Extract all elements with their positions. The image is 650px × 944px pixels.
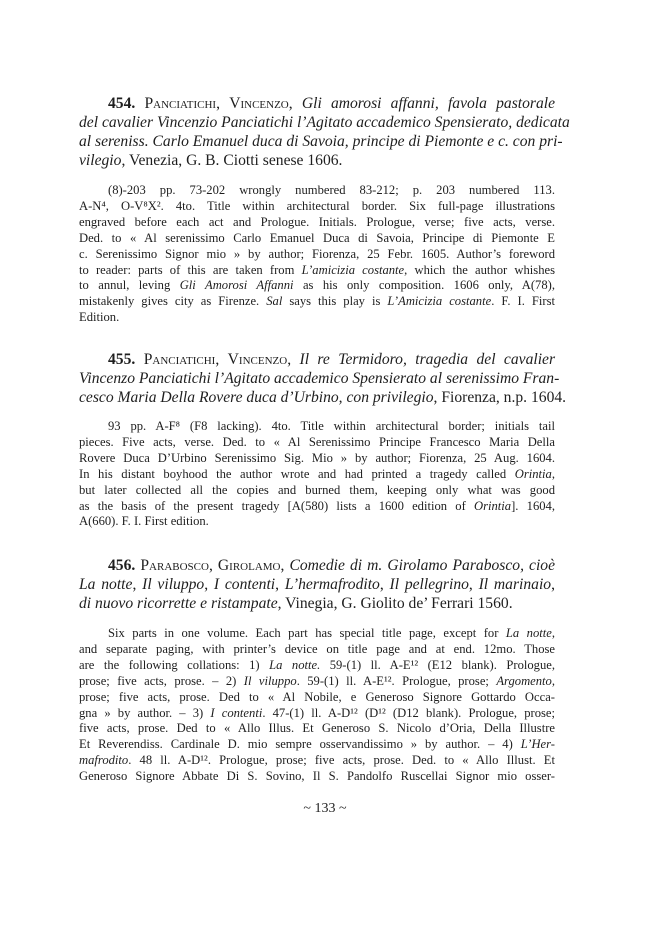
entry-456-heading [79, 556, 555, 613]
text-segment: , [215, 351, 228, 368]
text-segment: . F. I. First [491, 294, 555, 309]
text-segment: , [287, 351, 300, 368]
text-segment: , [132, 576, 143, 593]
text-segment: says this play is [282, 294, 388, 309]
text-segment: ]. 1604, [511, 498, 555, 513]
text-segment: pieces. Five acts, verse. Ded. to « Al Serenissimo Principe Francesco Maria Della [79, 434, 555, 449]
heading-line [79, 350, 555, 369]
text-line [79, 435, 555, 451]
text-segment: , [551, 626, 555, 640]
italic-text: L’amicizia costante [301, 262, 405, 277]
italic-text: L’Amicizia costante [387, 294, 492, 309]
text-segment: c. Serenissimo Signor mio » by author; Fiorenza, 25 Febr. 1605. Author’s foreword [79, 246, 555, 261]
text-segment: . 48 ll. A-D¹². Prologue, prose; five acts, prose. Ded. to « Allo Illust. Et [128, 753, 555, 768]
italic-text: al sereniss. Carlo Emanuel duca di Savoia, principe di Piemonte e c. con pri- [79, 133, 563, 150]
text-segment: , [208, 557, 218, 574]
italic-text: Vincenzo Panciatichi l’Agitato accademico Spensierato al serenissimo Fran- [79, 370, 560, 387]
text-line [79, 514, 555, 530]
text-segment: Six parts in one volume. Each part has special title page, except for [108, 626, 506, 640]
text-segment: Rovere Duca D’Urbino Serenissimo Sig. Mio » by author; Fiorenza, 25 Aug. 1604. [79, 450, 555, 465]
text-segment: prose; five acts, prose. – 2) [79, 673, 244, 688]
text-segment: , [204, 576, 214, 593]
text-segment: , [551, 466, 555, 481]
page-number: ~ 133 ~ [303, 801, 347, 816]
text-segment: to annul, leving [79, 278, 180, 293]
text-segment: A(660). F. I. First edition. [79, 514, 209, 529]
entry-number: 454. [108, 95, 136, 112]
text-line [79, 737, 555, 753]
italic-text: Comedie di m. Girolamo Parabosco, cioè [289, 557, 556, 574]
text-line [79, 215, 555, 231]
text-segment [135, 351, 143, 368]
italic-text: La notte [79, 576, 133, 593]
text-line [79, 674, 555, 690]
italic-text: I contenti [213, 576, 276, 593]
text-line [79, 231, 555, 247]
entry-456-description [79, 626, 555, 785]
italic-text: Orintia [514, 466, 552, 481]
text-line [79, 769, 555, 785]
text-segment: prose; five acts, prose. Ded to « Al Nobile, e Generoso Signore Gottardo Occa- [79, 689, 555, 704]
entry-454-description [79, 183, 555, 326]
text-line [79, 721, 555, 737]
text-segment: Et Reverendiss. Cardinale D. mio sempre osservandissimo » by author. – 4) [79, 737, 521, 752]
italic-text: di nuovo ricorrette e ristampate [79, 595, 278, 612]
text-segment: Edition. [79, 310, 120, 325]
italic-text: Il viluppo [243, 673, 297, 688]
text-segment: and separate paging, with printer’s device on title page and at end. 12mo. Those [79, 641, 555, 656]
text-segment: . 59-(1) ll. A-E¹². Prologue, prose; [296, 673, 497, 688]
italic-text: del cavalier Vincenzio Panciatichi l’Agitato accademico Spensierato, dedicata [79, 114, 570, 131]
italic-text: L’Her- [520, 737, 555, 752]
entry-number: 455. [108, 351, 136, 368]
author-name: Panciatichi [144, 95, 217, 112]
heading-line [79, 113, 570, 132]
author-name: Vincenzo [229, 95, 289, 112]
italic-text: Il pellegrino [389, 576, 469, 593]
heading-line [79, 575, 555, 594]
italic-text: Gli amorosi affanni, favola pastorale [301, 95, 556, 112]
text-segment: gna » by author. – 3) [79, 705, 211, 720]
italic-text: Il re Termidoro, tragedia del cavalier [299, 351, 556, 368]
text-segment: Ded. to « Al serenissimo Carlo Emanuel Duca di Savoia, Principe di Piemonte E [79, 230, 555, 245]
text-segment: are the following collations: 1) [79, 657, 270, 672]
text-line [79, 310, 555, 326]
text-line [79, 199, 555, 215]
italic-text: L’hermafrodito [284, 576, 380, 593]
italic-text: vilegio [79, 152, 122, 169]
text-segment: 93 pp. A-F⁸ (F8 lacking). 4to. Title within architectural border; initials tail [108, 419, 555, 433]
text-line [79, 690, 555, 706]
author-name: Parabosco [140, 557, 209, 574]
text-segment: , Vinegia, G. Giolito de’ Ferrari 1560. [277, 595, 513, 612]
text-line [79, 467, 555, 483]
text-segment: , which the author whishes [404, 262, 555, 277]
italic-text: Gli Amorosi Affanni [179, 278, 294, 293]
text-segment: , Fiorenza, n.p. 1604. [433, 389, 567, 406]
text-segment: to reader: parts of this are taken from [79, 262, 302, 277]
heading-line [79, 388, 567, 407]
text-segment: , [288, 95, 302, 112]
entry-number: 456. [108, 557, 136, 574]
text-line [79, 451, 555, 467]
text-line [79, 419, 555, 435]
text-segment: (8)-203 pp. 73-202 wrongly numbered 83-212; p. 203 numbered 113. [108, 183, 555, 197]
italic-text: Il marinaio [478, 576, 552, 593]
text-line [79, 278, 555, 294]
author-name: Vincenzo [227, 351, 288, 368]
text-line [79, 499, 555, 515]
text-line [79, 626, 555, 642]
text-segment: but later collected all the copies and burned them, keeping only what was good [79, 482, 555, 497]
entry-455-description [79, 419, 555, 530]
text-segment: as the basis of the present tragedy [A(580) lists a 1600 edition of [79, 498, 474, 513]
author-name: Girolamo [217, 557, 281, 574]
heading-line [79, 556, 555, 575]
text-line [79, 263, 555, 279]
text-segment: , [551, 673, 555, 688]
italic-text: mafrodito [79, 753, 129, 768]
heading-line [79, 594, 555, 613]
text-segment: , [551, 576, 556, 593]
text-segment: , Venezia, G. B. Ciotti senese 1606. [121, 152, 343, 169]
text-segment: , [468, 576, 479, 593]
text-segment: five acts, prose. Ded to « Allo Illus. Et Generoso S. Nicolo d’Oria, Della Illustre [79, 721, 555, 736]
text-segment: Generoso Signore Abbate Di S. Sovino, Il S. Pandolfo Ruscellai Signor mio osser- [79, 769, 555, 784]
author-name: Panciatichi [143, 351, 216, 368]
text-segment: , [216, 95, 230, 112]
heading-line [79, 369, 560, 388]
text-line [79, 294, 555, 310]
text-segment: A-N⁴, O-V⁸X². 4to. Title within architectural border. Six full-page illustrations [79, 198, 555, 213]
text-segment: , [379, 576, 390, 593]
italic-text: I contenti [210, 705, 263, 720]
text-line [79, 658, 555, 674]
text-segment: In his distant boyhood the author wrote and had printed a tragedy called [79, 466, 515, 481]
text-segment: 59-(1) ll. A-E¹² (E12 blank). Prologue, [320, 657, 556, 672]
text-line [79, 753, 555, 769]
text-segment: . 47-(1) ll. A-D¹² (D¹² (D12 blank). Prologue, prose; [262, 705, 555, 720]
text-line [79, 706, 555, 722]
italic-text: Il viluppo [142, 576, 205, 593]
text-segment: , [280, 557, 290, 574]
text-segment: , [275, 576, 285, 593]
text-line [79, 247, 555, 263]
text-segment: as his only composition. 1606 only, A(78), [293, 278, 555, 293]
entry-454-heading [79, 94, 570, 170]
entry-455-heading [79, 350, 567, 407]
heading-line [79, 94, 555, 113]
italic-text: La notte [505, 626, 552, 640]
heading-line [79, 151, 555, 170]
text-line [79, 642, 555, 658]
heading-line [79, 132, 563, 151]
text-line [79, 483, 555, 499]
italic-text: Argomento [496, 673, 552, 688]
italic-text: La notte. [269, 657, 321, 672]
text-segment: mistakenly gives city as Firenze. [79, 294, 267, 309]
italic-text: cesco Maria Della Rovere duca d’Urbino, con privilegio [79, 389, 434, 406]
text-segment: engraved before each act and Prologue. Initials. Prologue, verse; five acts, verse. [79, 214, 555, 229]
text-line [79, 183, 555, 199]
italic-text: Sal [266, 294, 283, 309]
italic-text: Orintia [474, 498, 512, 513]
